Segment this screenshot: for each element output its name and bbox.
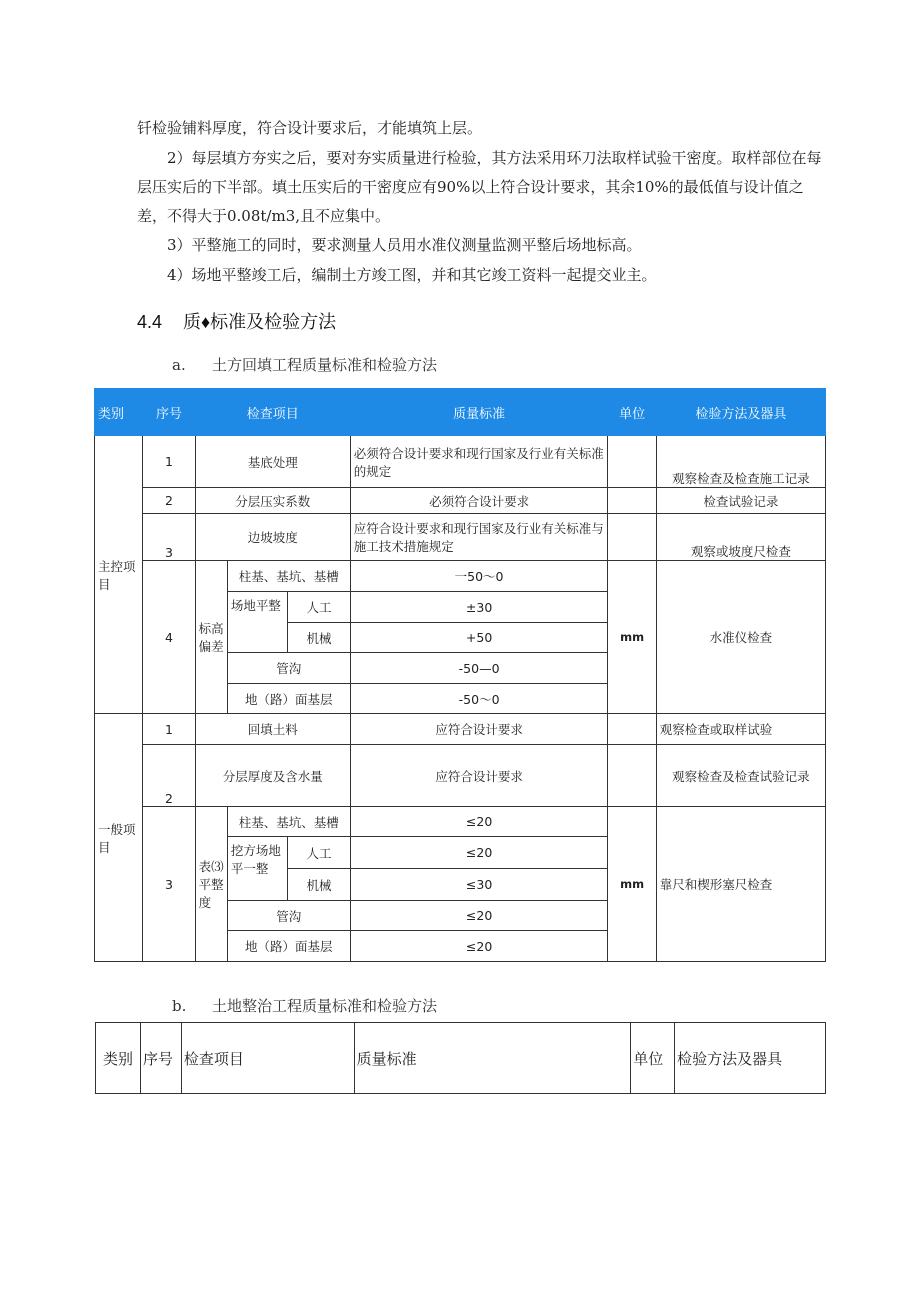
unit-cell	[608, 714, 656, 745]
header-seq: 序号	[143, 389, 195, 436]
paragraph-2	[137, 144, 827, 231]
item-cell: 柱基、基坑、基槽	[227, 807, 350, 837]
method-cell: 靠尺和楔形塞尺检查	[656, 807, 825, 962]
paragraph-2-text: 2）每层填方夯实之后，要对夯实质量进行检验，其方法采用环刀法取样试验干密度。取样部位在每层压实后的下半部。填土压实后的干密度应有90%以上符合设计要求，其余10%的最低值与设计值之差，不得大于0.08t/m3,且不应集中。	[137, 149, 822, 225]
seq-cell: 2	[143, 745, 195, 807]
standard-cell: ≤20	[350, 807, 608, 837]
table-a-caption	[172, 354, 437, 375]
method-cell: 观察或坡度尺检查	[656, 514, 825, 561]
method-cell: 观察检查及检查施工记录	[656, 436, 825, 488]
standard-cell: -50—0	[350, 653, 608, 684]
seq-cell: 3	[143, 514, 195, 561]
standard-cell: 一50～0	[350, 561, 608, 592]
seq-cell: 4	[143, 561, 195, 714]
header-item: 检查项目	[195, 389, 350, 436]
table-b-caption-text: 土地整治工程质量标准和检验方法	[212, 997, 438, 1015]
item-cell: 管沟	[227, 653, 350, 684]
unit-cell	[608, 436, 656, 488]
item-cell: 回填土料	[195, 714, 350, 745]
method-cell: 水准仪检查	[656, 561, 825, 714]
paragraph-4	[137, 261, 827, 290]
header-unit: 单位	[608, 389, 656, 436]
unit-cell	[608, 745, 656, 807]
table-row	[95, 514, 826, 561]
item-cell: 边坡坡度	[195, 514, 350, 561]
category-general: 一般项目	[95, 714, 143, 962]
table-b-header-row	[96, 1023, 826, 1094]
unit-cell: mm	[608, 807, 656, 962]
standard-cell: ≤30	[350, 869, 608, 901]
category-main: 主控项目	[95, 436, 143, 714]
standard-cell: 应符合设计要求	[350, 714, 608, 745]
item-cell: 管沟	[227, 901, 350, 931]
standard-cell: 必须符合设计要求和现行国家及行业有关标准的规定	[350, 436, 608, 488]
item-cell: 机械	[288, 869, 350, 901]
seq-cell: 1	[143, 714, 195, 745]
table-a-header-row	[95, 389, 826, 436]
header-unit: 单位	[631, 1023, 675, 1094]
item-cell: 分层压实系数	[195, 488, 350, 514]
header-standard: 质量标准	[350, 389, 608, 436]
paragraph-3	[137, 231, 827, 260]
standard-cell: 必须符合设计要求	[350, 488, 608, 514]
table-a-caption-letter: a.	[172, 356, 186, 374]
seq-cell: 3	[143, 807, 195, 962]
standard-cell: ≤20	[350, 837, 608, 869]
table-row	[95, 807, 826, 837]
standard-cell: +50	[350, 623, 608, 653]
standard-cell: -50～0	[350, 684, 608, 714]
site-label: 挖方场地平一整	[227, 837, 287, 901]
group-label: 标高偏差	[195, 561, 227, 714]
method-cell: 检查试验记录	[656, 488, 825, 514]
table-row	[95, 745, 826, 807]
header-category: 类别	[96, 1023, 141, 1094]
standard-cell: ≤20	[350, 931, 608, 962]
site-label: 场地平整	[227, 592, 287, 653]
table-a-caption-text: 土方回填工程质量标准和检验方法	[212, 356, 438, 374]
section-number: 4.4	[137, 312, 163, 332]
method-cell: 观察检查或取样试验	[656, 714, 825, 745]
item-cell: 地（路）面基层	[227, 931, 350, 962]
header-item: 检查项目	[181, 1023, 354, 1094]
unit-cell: mm	[608, 561, 656, 714]
table-row	[95, 714, 826, 745]
unit-cell	[608, 514, 656, 561]
unit-cell	[608, 488, 656, 514]
standard-cell: 应符合设计要求	[350, 745, 608, 807]
table-row	[95, 488, 826, 514]
item-cell: 人工	[288, 592, 350, 623]
table-row	[95, 561, 826, 592]
group-label: 表⑶平整度	[195, 807, 227, 962]
header-method: 检验方法及器具	[675, 1023, 826, 1094]
table-b-caption	[172, 995, 437, 1016]
item-cell: 柱基、基坑、基槽	[227, 561, 350, 592]
table-b-caption-letter: b.	[172, 997, 187, 1015]
standard-cell: ≤20	[350, 901, 608, 931]
header-method: 检验方法及器具	[656, 389, 825, 436]
method-cell: 观察检查及检查试验记录	[656, 745, 825, 807]
section-heading	[137, 308, 336, 334]
header-standard: 质量标准	[354, 1023, 631, 1094]
table-row	[95, 436, 826, 488]
item-cell: 人工	[288, 837, 350, 869]
item-cell: 机械	[288, 623, 350, 653]
standard-cell: 应符合设计要求和现行国家及行业有关标准与施工技术措施规定	[350, 514, 608, 561]
paragraph-4-text: 4）场地平整竣工后，编制土方竣工图，并和其它竣工资料一起提交业主。	[167, 266, 657, 284]
header-seq: 序号	[140, 1023, 181, 1094]
header-category: 类别	[95, 389, 143, 436]
seq-cell: 1	[143, 436, 195, 488]
table-b	[95, 1022, 826, 1094]
section-title: 质♦标准及检验方法	[183, 312, 337, 332]
paragraph-1: 钎检验铺料厚度，符合设计要求后，才能填筑上层。	[137, 119, 483, 137]
paragraph-3-text: 3）平整施工的同时，要求测量人员用水准仪测量监测平整后场地标高。	[167, 236, 642, 254]
standard-cell: ±30	[350, 592, 608, 623]
table-a	[94, 388, 826, 962]
seq-cell: 2	[143, 488, 195, 514]
item-cell: 分层厚度及含水量	[195, 745, 350, 807]
item-cell: 地（路）面基层	[227, 684, 350, 714]
item-cell: 基底处理	[195, 436, 350, 488]
